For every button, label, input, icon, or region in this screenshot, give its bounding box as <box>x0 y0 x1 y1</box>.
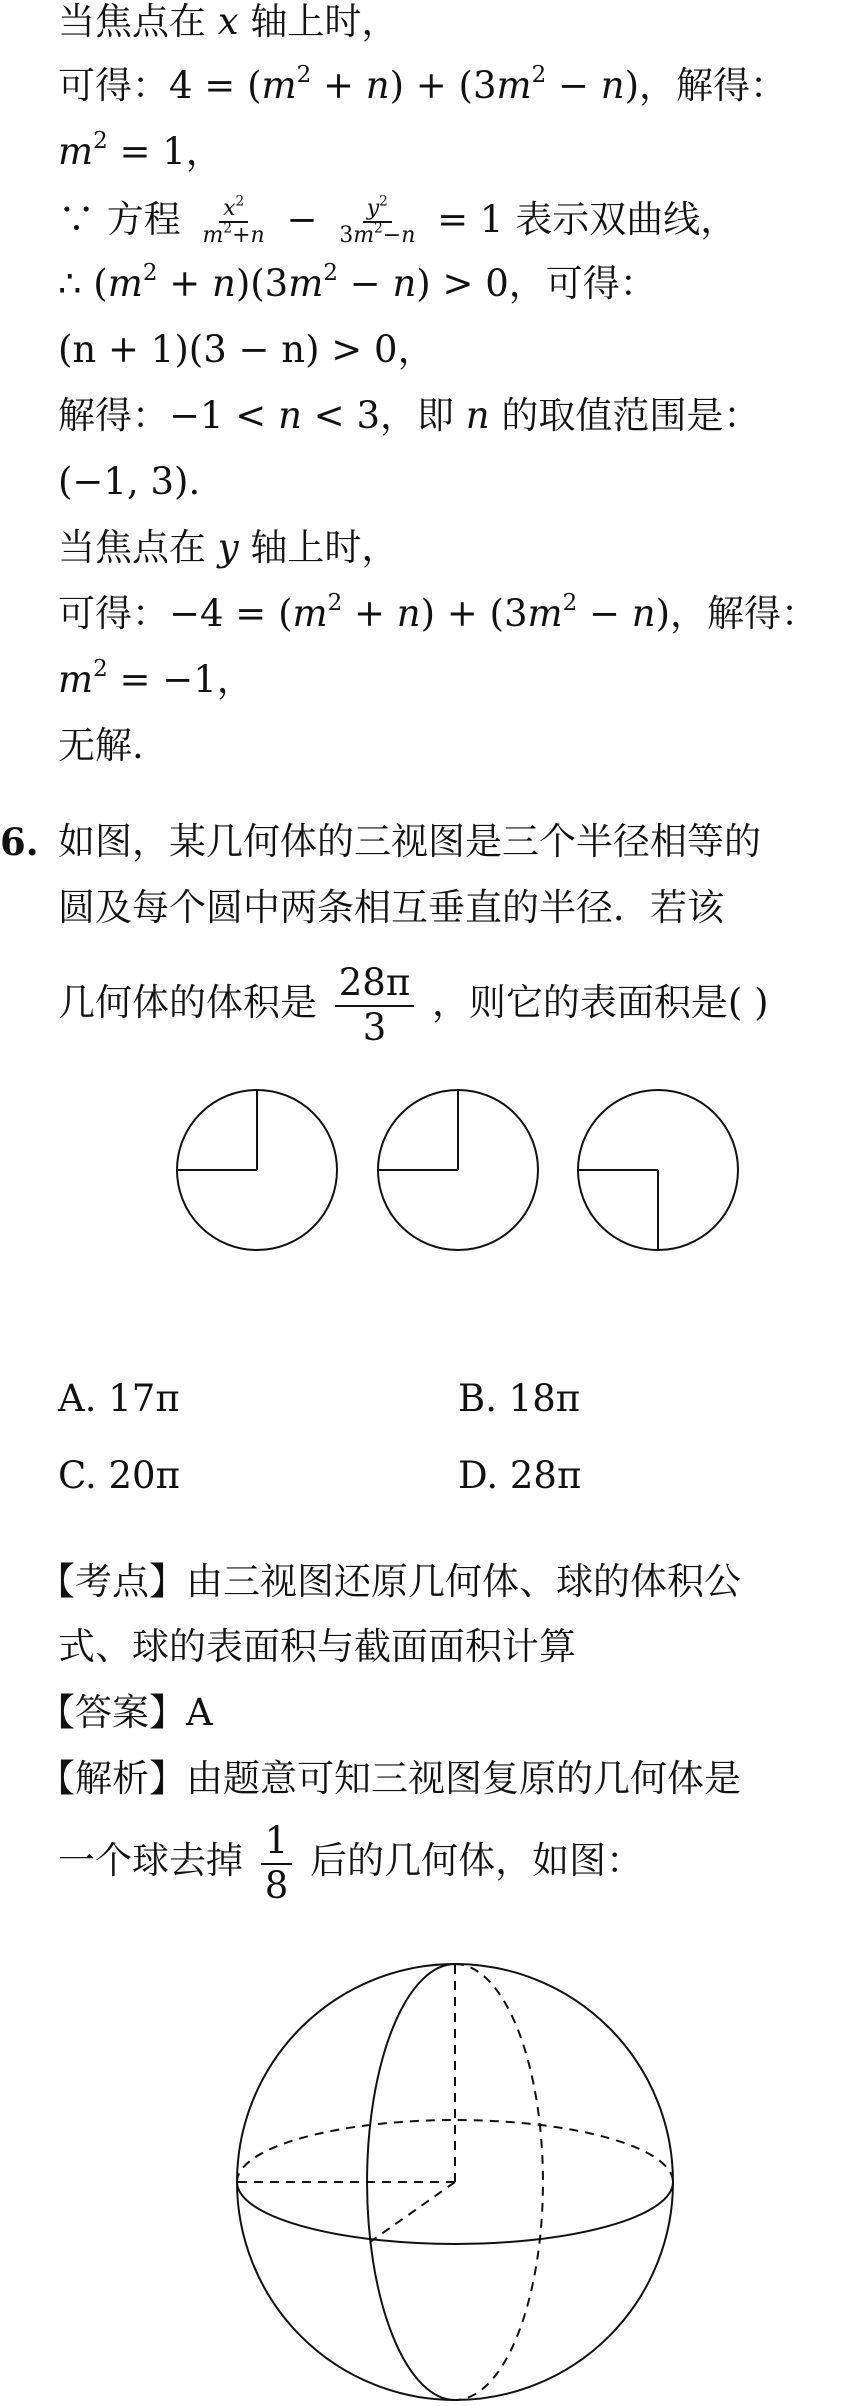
prev-line-6: (n + 1)(3 − n) > 0， <box>58 328 435 371</box>
question-line-3: 几何体的体积是 $\frac{28\pi}{3}$ ，则它的表面积是( ) <box>58 961 769 1049</box>
answer-line: 【答案】A <box>38 1691 213 1734</box>
radius-diagonal <box>370 2182 455 2242</box>
equation-fraction-x: $\frac{x^2}{m^2+n}$ <box>202 193 265 249</box>
equator-front <box>237 2182 673 2244</box>
prev-line-9: 当焦点在 y 轴上时， <box>58 526 399 569</box>
prev-line-2: 可得：$4 = (m^2 + n) + (3m^2 - n)$，解得： <box>58 61 787 107</box>
equation-fraction-y: $\frac{y^2}{3m^2-n}$ <box>339 193 416 249</box>
jiexi-line-2: 一个球去掉 $\frac{1}{8}$ 后的几何体，如图： <box>58 1819 644 1907</box>
question-line-2: 圆及每个圆中两条相互垂直的半径．若该 <box>58 886 724 929</box>
prev-line-5: ∴ $(m^2 + n)(3m^2 - n) > 0$，可得： <box>58 259 657 305</box>
choice-b: B. 18π <box>458 1377 581 1420</box>
prev-line-10: 可得：$-4 = (m^2 + n) + (3m^2 - n)$，解得： <box>58 589 819 635</box>
volume-fraction: $\frac{28\pi}{3}$ <box>335 962 414 1049</box>
prev-line-7: 解得：−1 < n < 3，即 n 的取值范围是： <box>58 394 761 437</box>
choice-d: D. 28π <box>458 1454 582 1497</box>
prev-line-12: 无解. <box>58 724 144 767</box>
meridian-back <box>455 1964 543 2400</box>
question-number: 6. <box>0 820 39 864</box>
choice-c: C. 20π <box>58 1454 180 1497</box>
prev-line-8: (−1, 3). <box>58 460 201 503</box>
kaodian-line-2: 式、球的表面积与截面面积计算 <box>58 1625 576 1668</box>
question-line-1: 如图，某几何体的三视图是三个半径相等的 <box>58 820 761 863</box>
one-eighth-fraction: $\frac{1}{8}$ <box>261 1820 293 1907</box>
three-views-diagram <box>160 1085 760 1265</box>
choice-a: A. 17π <box>58 1377 180 1420</box>
prev-line-4: ∵ 方程 $\frac{x^2}{m^2+n}$ − $\frac{y^2}{3m^2-n}$ = 1 表示双曲线， <box>58 193 738 249</box>
prev-line-11: $m^2 = -1$， <box>58 655 254 701</box>
prev-line-3: $m^2 = 1$， <box>58 127 223 173</box>
prev-line-1: 当焦点在 x 轴上时， <box>58 0 399 43</box>
meridian-front <box>367 1964 455 2400</box>
kaodian-line-1: 【考点】由三视图还原几何体、球的体积公 <box>38 1560 741 1603</box>
sphere-diagram <box>220 1962 690 2402</box>
jiexi-line-1: 【解析】由题意可知三视图复原的几何体是 <box>38 1757 741 1800</box>
